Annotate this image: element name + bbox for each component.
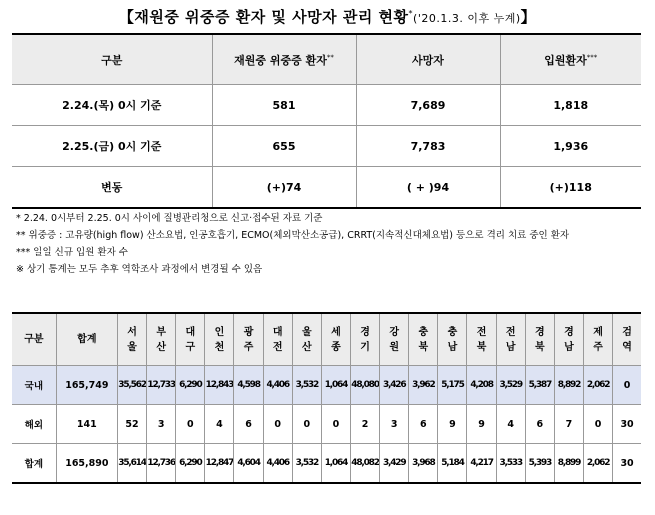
table-cell: 5,175	[438, 366, 467, 405]
table-cell: 8,899	[554, 444, 583, 484]
table-cell: 9	[467, 405, 496, 444]
footnotes	[16, 210, 569, 278]
table-cell: 0	[583, 405, 612, 444]
header-cell: 충 북	[409, 313, 438, 366]
table-cell: 7,689	[356, 85, 500, 126]
table-cell: 2,062	[583, 444, 612, 484]
footnote-1: * 2.24. 0시부터 2.25. 0시 사이에 질병관리청으로 신고·접수된 자료 기준	[16, 213, 323, 224]
table-cell: 4,217	[467, 444, 496, 484]
table-cell: 35,562	[117, 366, 146, 405]
title-main: 【재원중 위중증 환자 및 사망자 관리 현황	[118, 8, 409, 26]
table-cell: 3,429	[380, 444, 409, 484]
table-cell: 4,604	[234, 444, 263, 484]
header-cell: 경 북	[525, 313, 554, 366]
table-header-row	[12, 313, 641, 366]
table-cell: 3	[147, 405, 176, 444]
table-cell: 2,062	[583, 366, 612, 405]
header-admitted: 입원환자***	[500, 34, 641, 85]
header-cell: 대 구	[176, 313, 205, 366]
footnote-2: ** 위중증 : 고유량(high flow) 산소요법, 인공호흡기, ECMO(체외막산소공급), CRRT(지속적신대체요법) 등으로 격리 치료 중인 환자	[16, 230, 570, 241]
table-cell: 30	[613, 405, 641, 444]
table-row	[12, 167, 641, 209]
header-cell: 광 주	[234, 313, 263, 366]
title-close: 】	[520, 8, 537, 26]
table-cell: (+)118	[500, 167, 641, 209]
header-critical: 재원중 위중증 환자**	[212, 34, 356, 85]
table-cell: 165,749	[56, 366, 117, 405]
table-cell: 4	[496, 405, 525, 444]
table-cell: 4,406	[263, 444, 292, 484]
header-cell: 인 천	[205, 313, 234, 366]
table-cell: 48,082	[350, 444, 379, 484]
header-cell: 합계	[56, 313, 117, 366]
table-cell: 0	[263, 405, 292, 444]
table-cell: 3,532	[292, 444, 321, 484]
table-cell: 1,064	[321, 444, 350, 484]
table-cell: 0	[292, 405, 321, 444]
table-cell: 3,533	[496, 444, 525, 484]
header-cell: 검 역	[613, 313, 641, 366]
table-cell: 655	[212, 126, 356, 167]
table-row	[12, 126, 641, 167]
footnote-4: ※ 상기 통계는 모두 추후 역학조사 과정에서 변경될 수 있음	[16, 264, 263, 275]
table-cell: 7	[554, 405, 583, 444]
table-cell: 2	[350, 405, 379, 444]
table-cell: 165,890	[56, 444, 117, 484]
table-cell: 4,406	[263, 366, 292, 405]
table-header-row	[12, 34, 641, 85]
table-cell: 12,847	[205, 444, 234, 484]
table-cell: 12,733	[147, 366, 176, 405]
table-row	[12, 366, 641, 405]
table-cell: 0	[613, 366, 641, 405]
table-cell: 1,064	[321, 366, 350, 405]
title-paren: ('20.1.3. 이후 누계)	[413, 12, 521, 25]
header-cell: 세 종	[321, 313, 350, 366]
table-cell: 4,208	[467, 366, 496, 405]
header-cell: 구분	[12, 313, 56, 366]
table-cell: 합계	[12, 444, 56, 484]
table-cell: 0	[176, 405, 205, 444]
table-cell: 6	[234, 405, 263, 444]
table-cell: 6	[525, 405, 554, 444]
regional-cases-table	[12, 312, 641, 484]
header-cell: 강 원	[380, 313, 409, 366]
header-cell: 경 기	[350, 313, 379, 366]
table-cell: 3,426	[380, 366, 409, 405]
table-cell: (+)74	[212, 167, 356, 209]
table-cell: 4,598	[234, 366, 263, 405]
header-cell: 전 북	[467, 313, 496, 366]
patient-status-table	[12, 33, 641, 209]
header-cell: 서 울	[117, 313, 146, 366]
table-cell: 8,892	[554, 366, 583, 405]
table-cell: 5,387	[525, 366, 554, 405]
footnote-3: *** 일일 신규 입원 환자 수	[16, 247, 128, 258]
table-cell: 1,936	[500, 126, 641, 167]
table-row	[12, 405, 641, 444]
table-cell: 3,968	[409, 444, 438, 484]
table-row	[12, 444, 641, 484]
table-cell: 581	[212, 85, 356, 126]
header-deaths: 사망자	[356, 34, 500, 85]
header-cell: 부 산	[147, 313, 176, 366]
table-cell: 141	[56, 405, 117, 444]
table-cell: 7,783	[356, 126, 500, 167]
table-cell: 2.24.(목) 0시 기준	[12, 85, 212, 126]
table-cell: 6,290	[176, 444, 205, 484]
table-cell: 30	[613, 444, 641, 484]
table-cell: 35,614	[117, 444, 146, 484]
table-cell: 52	[117, 405, 146, 444]
table-cell: 12,843	[205, 366, 234, 405]
table-cell: 2.25.(금) 0시 기준	[12, 126, 212, 167]
header-cell: 대 전	[263, 313, 292, 366]
header-cell: 제 주	[583, 313, 612, 366]
table-cell: ( + )94	[356, 167, 500, 209]
page-title	[0, 6, 655, 27]
header-cell: 경 남	[554, 313, 583, 366]
table-cell: 변동	[12, 167, 212, 209]
table-cell: 국내	[12, 366, 56, 405]
table-cell: 1,818	[500, 85, 641, 126]
table-cell: 6,290	[176, 366, 205, 405]
table-cell: 9	[438, 405, 467, 444]
table-cell: 6	[409, 405, 438, 444]
table-cell: 3,962	[409, 366, 438, 405]
header-cell: 충 남	[438, 313, 467, 366]
header-category: 구분	[12, 34, 212, 85]
table-row	[12, 85, 641, 126]
header-cell: 전 남	[496, 313, 525, 366]
table-cell: 5,393	[525, 444, 554, 484]
table-cell: 3,529	[496, 366, 525, 405]
table-cell: 3,532	[292, 366, 321, 405]
table-cell: 4	[205, 405, 234, 444]
title-sup: *	[408, 9, 414, 18]
table-cell: 12,736	[147, 444, 176, 484]
table-cell: 해외	[12, 405, 56, 444]
table-cell: 3	[380, 405, 409, 444]
header-cell: 울 산	[292, 313, 321, 366]
table-cell: 0	[321, 405, 350, 444]
table-cell: 5,184	[438, 444, 467, 484]
table-cell: 48,080	[350, 366, 379, 405]
